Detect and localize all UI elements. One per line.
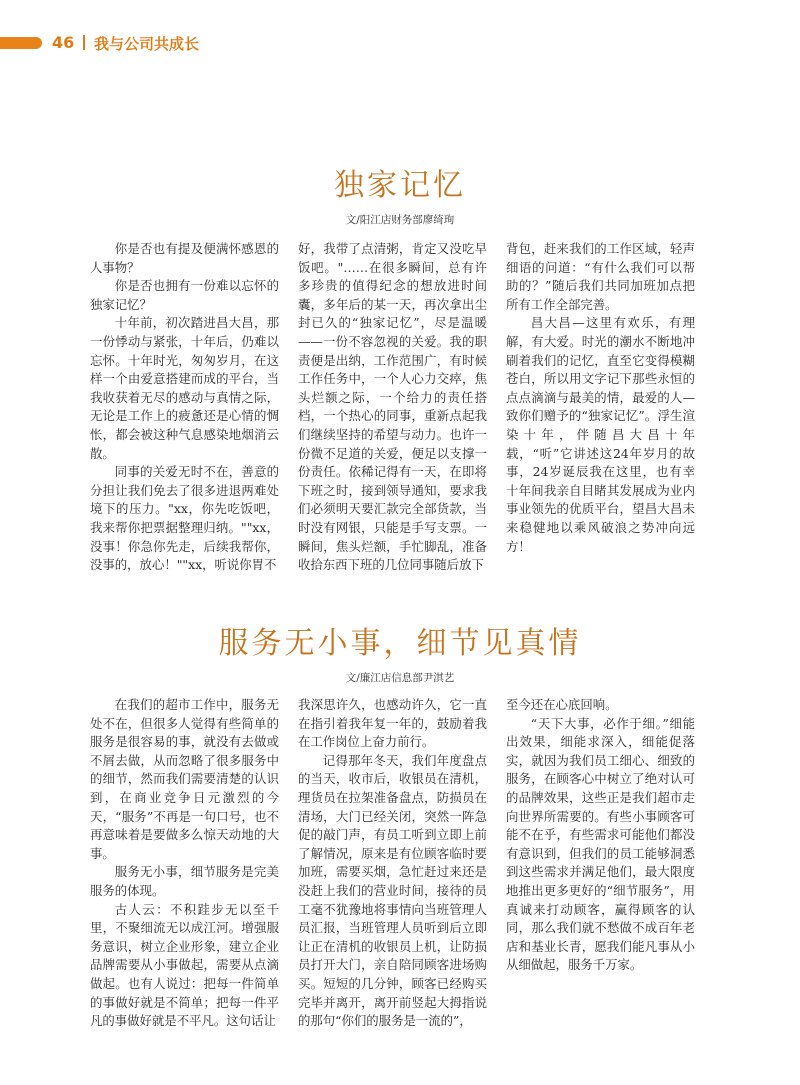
paragraph: 至今还在心底回响。 — [506, 697, 618, 712]
article-byline-2: 文/廉江店信息部尹淇艺 — [345, 672, 455, 684]
article-2-column-3 — [506, 696, 695, 1031]
article-1-column-1 — [90, 240, 279, 575]
paragraph: 背包，赶来我们的工作区域，轻声细语的问道：“有什么我们可以帮助的？”随后我们共同加班加点把所有工作全部完善。 — [506, 241, 695, 312]
article-1-column-3 — [506, 240, 695, 575]
paragraph: 古人云：不积跬步无以至千里，不聚细流无以成江河。增强服务意识，树立企业形象，建立企业品牌需要从小事做起，需要从点滴做起。也有人说过：把每一件简单的事做好就是不简单；把每一件平凡的事做好就是不平凡。这句话让 — [90, 901, 279, 1029]
paragraph: 同事的关爱无时不在，善意的分担让我们免去了很多进退两难处境下的压力。"xx，你先吃饭吧，我来帮你把票据整理归纳。""xx，没事！你急你先走，后续我帮你，没事的，放心！""xx，听说你胃不 — [90, 464, 279, 573]
article-title-1: 独家记忆 — [334, 168, 466, 203]
paragraph: “天下大事，必作于细。”细能出效果，细能求深入，细能促落实，就因为我们员工细心、细致的服务，在顾客心中树立了绝对认可的品牌效果，这些正是我们超市走向世界所需要的。有些小事顾客可能不在乎，有些需求可能他们都没有意识到，但我们的员工能够洞悉到这些需求并满足他们，最大限度地推出更多更好的“细节服务”，用真诚来打动顾客，赢得顾客的认同，那么我们就不愁做不成百年老店和基业长青，愿我们能凡事从小从细做起，服务千万家。 — [506, 715, 695, 973]
article-body-2 — [90, 696, 695, 1031]
paragraph: 你是否也拥有一份难以忘怀的独家记忆？ — [90, 278, 279, 312]
paragraph: 我深思许久，也感动许久，它一直在指引着我年复一年的，鼓励着我在工作岗位上奋力前行。 — [298, 697, 487, 750]
header-accent-bar — [0, 37, 42, 49]
article-2-column-2 — [298, 696, 487, 1031]
paragraph: 服务无小事，细节服务是完美服务的体现。 — [90, 864, 279, 898]
paragraph: 在我们的超市工作中，服务无处不在，但很多人觉得有些简单的服务是很容易的事，就没有去做或不屑去做，从而忽略了很多服务中的细节，然而我们需要清楚的认识到，在商业竞争日元激烈的今天，“服务”不再是一句口号，也不再意味着是要做多么惊天动地的大事。 — [90, 697, 279, 861]
article-byline-1: 文/阳江店财务部廖绮珣 — [345, 214, 455, 226]
paragraph: 你是否也有提及便满怀感恩的人事物？ — [90, 241, 279, 275]
article-body-1 — [90, 240, 695, 575]
page-number: 46 — [52, 33, 75, 52]
paragraph: 昌大昌—这里有欢乐，有理解，有大爱。时光的潮水不断地冲刷着我们的记忆，直至它变得模糊苍白，所以用文字记下那些永恒的点点滴滴与最美的情，最爱的人—致你们赠予的“独家记忆”。浮生渲染十年，伴随昌大昌十年载，“听”它讲述这24年岁月的故事，24岁诞辰我在这里，也有幸十年间我亲自目睹其发展成为业内事业领先的优质平台，望昌大昌未来稳健地以乘风破浪之势冲向远方！ — [506, 315, 695, 554]
paragraph: 十年前，初次踏进昌大昌，那一份悸动与紧张，十年后，仍难以忘怀。十年时光，匆匆岁月，在这样一个由爱意搭建而成的平台，当我收获着无尽的感动与真情之际，无论是工作上的疲惫还是心情的惆怅，都会被这种气息感染地烟消云散。 — [90, 315, 279, 461]
paragraph: 好，我带了点清粥，肯定又没吃早饭吧。"……在很多瞬间，总有许多珍贵的值得纪念的想放进时间囊，多年后的某一天，再次拿出尘封已久的“独家记忆”，尽是温暖——一份不容忽视的关爱。我的职责便是出纳，工作范围广，有时候工作任务中，一个人心力交瘁，焦头烂额之际，一个给力的责任搭档，一个热心的同事，重新点起我们继续坚持的希望与动力。也许一份微不足道的关爱，便足以支撑一份责任。依稀记得有一天，在即将下班之时，接到领导通知，要求我们必须明天要汇款完全部货款，当时没有网银，只能是手写支票。一瞬间，焦头烂额，手忙脚乱，准备收拾东西下班的几位同事随后放下 — [298, 241, 487, 573]
article-title-2: 服务无小事，细节见真情 — [218, 626, 582, 661]
section-title: 我与公司共成长 — [94, 35, 200, 53]
header-divider — [83, 35, 85, 50]
article-2-column-1 — [90, 696, 279, 1031]
article-1-column-2 — [298, 240, 487, 575]
paragraph: 记得那年冬天，我们年度盘点的当天，收市后，收银员在清机，理货员在拉架准备盘点，防损员在清场，大门已经关闭，突然一阵急促的敲门声，有员工听到立即上前了解情况，原来是有位顾客临时要加班，需要买烟，急忙赶过来还是没赶上我们的营业时间，接待的员工毫不犹豫地将事情向当班管理人员汇报，当班管理人员听到后立即让正在清机的收银员上机，让防损员打开大门，亲自陪同顾客进场购买。短短的几分钟，顾客已经购买完毕并离开，离开前竖起大拇指说的那句“你们的服务是一流的”， — [298, 752, 487, 1029]
